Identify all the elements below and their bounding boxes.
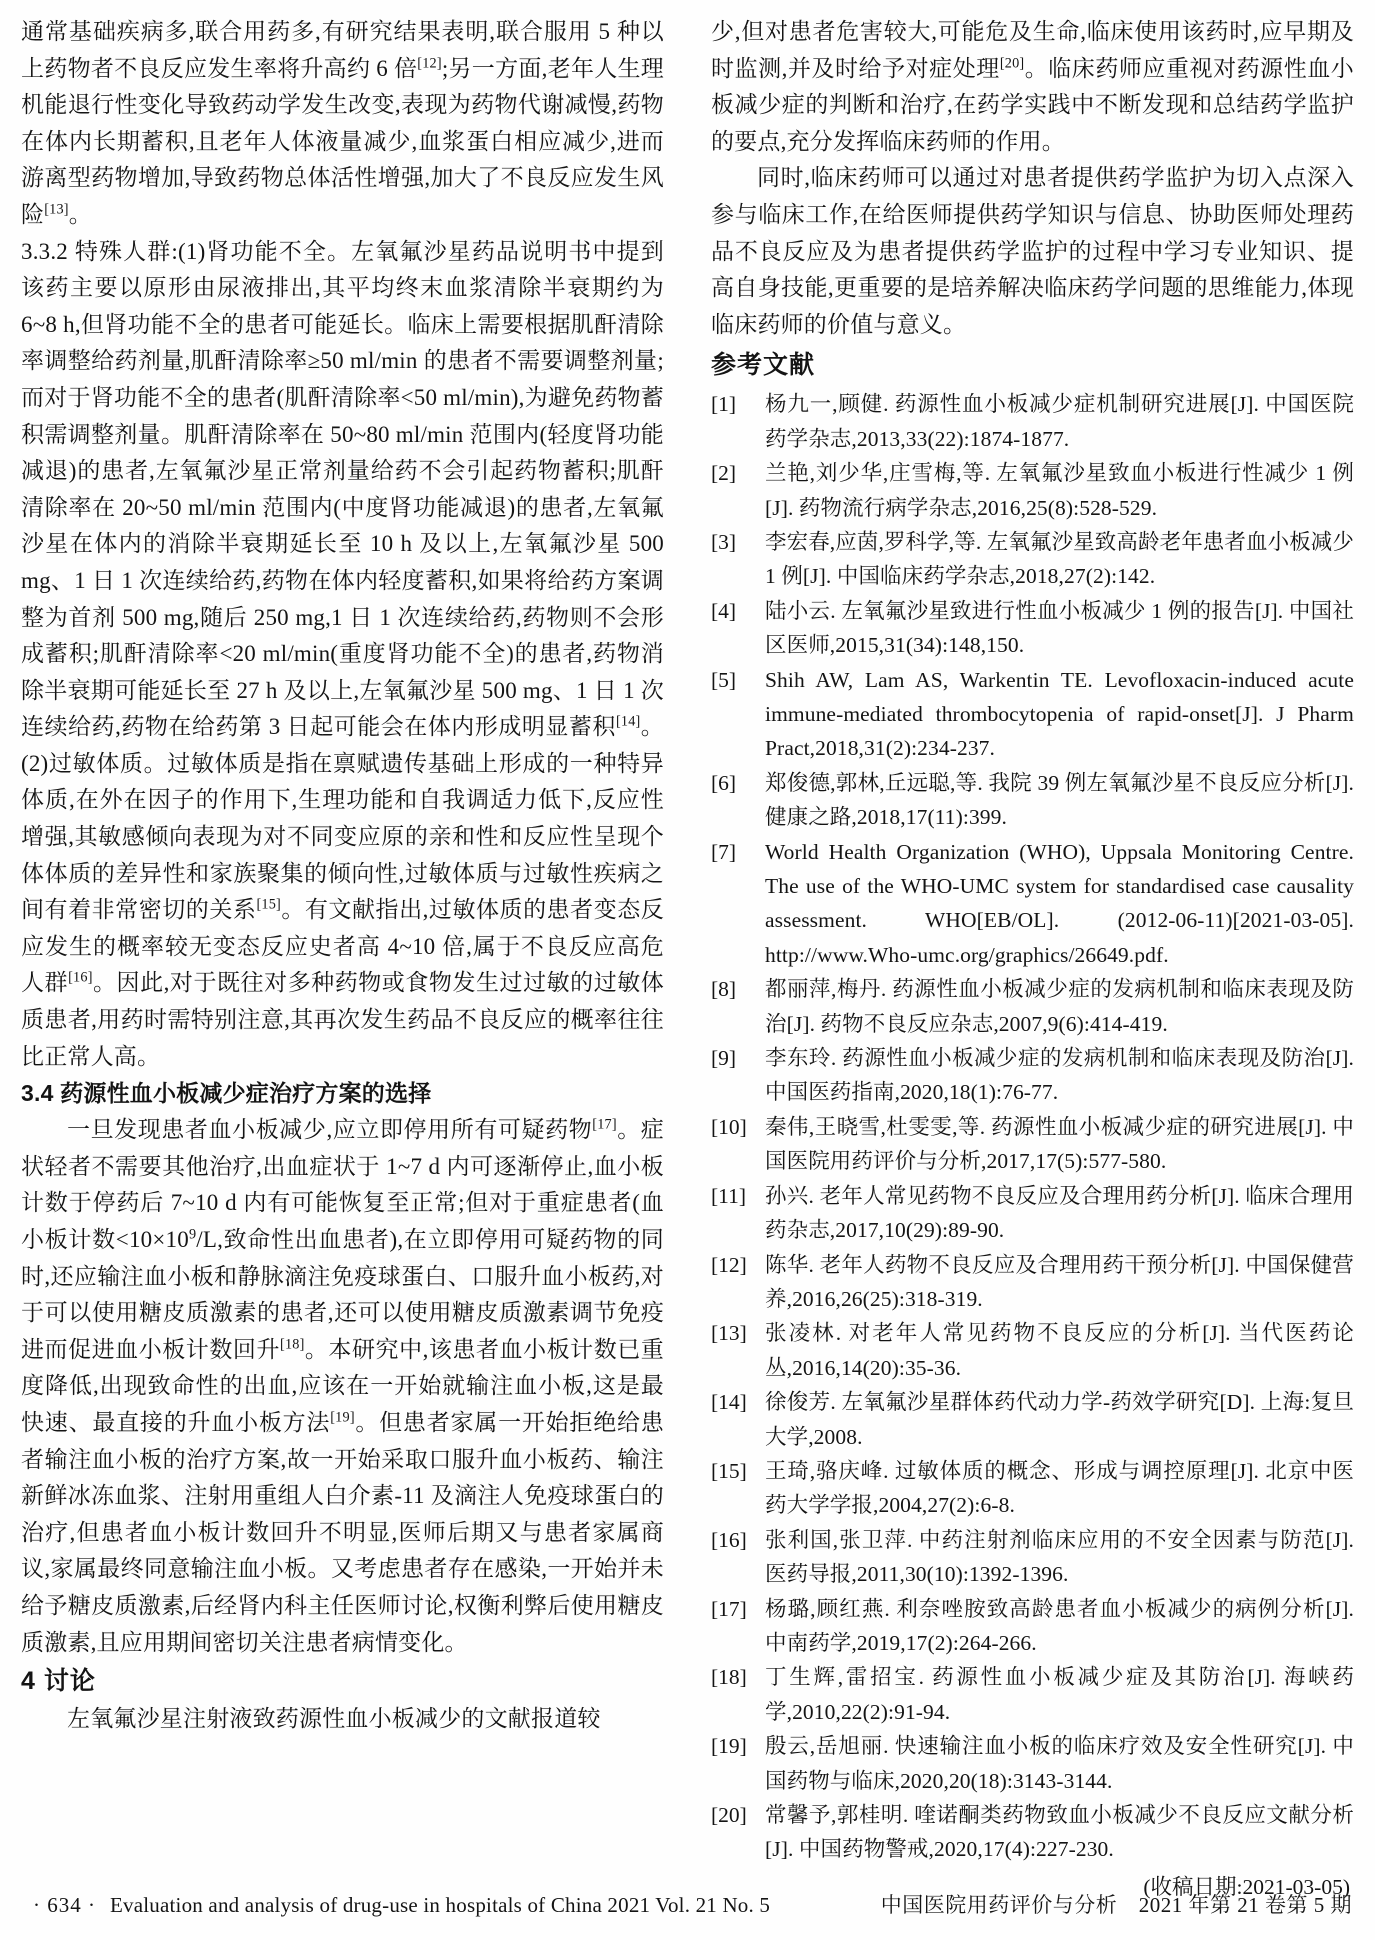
reference-text: World Health Organization (WHO), Uppsala Monitoring Centre. The use of the WHO-UMC system for standardised case causality assessment. WHO[EB/OL]. (2012-06-11)[2021-03-05]. http://www.Who-umc.org/graphics/26649.pdf. (765, 839, 1354, 967)
reference-text: 陈华. 老年人药物不良反应及合理用药干预分析[J]. 中国保健营养,2016,26(25):318-319. (765, 1252, 1354, 1311)
reference-text: 张利国,张卫萍. 中药注射剂临床应用的不安全因素与防范[J]. 医药导报,2011,30(10):1392-1396. (765, 1527, 1354, 1587)
section-4-heading: 4 讨论 (21, 1667, 96, 1696)
reference-number: [3] (711, 529, 737, 554)
section-3-3-2-paragraph: 3.3.2 特殊人群:(1)肾功能不全。左氧氟沙星药品说明书中提到该药主要以原形由尿液排出,其平均终末血浆清除半衰期约为 6~8 h,但肾功能不全的患者可能延长。临床上需要根据肌酐清除率调整给药剂量,肌酐清除率≥50 ml/min 的患者不需要调整剂量;而对于肾功能不全的患者(肌酐清除率<50 ml/min),为避免药物蓄积需调整剂量。肌酐清除率在 50~80 ml/min 范围内(轻度肾功能减退)的患者,左氧氟沙星正常剂量给药不会引起药物蓄积;肌酐清除率在 20~50 ml/min 范围内(中度肾功能减退)的患者,左氧氟沙星在体内的消除半衰期延长至 10 h 及以上,左氧氟沙星 500 mg、1 日 1 次连续给药,药物在体内轻度蓄积,如果将给药方案调整为首剂 500 mg,随后 250 mg,1 日 1 次连续给药,药物则不会形成蓄积;肌酐清除率<20 ml/min(重度肾功能不全)的患者,药物消除半衰期可能延长至 27 h 及以上,左氧氟沙星 500 mg、1 日 1 次连续给药,药物在给药第 3 日起可能会在体内形成明显蓄积[14]。(2)过敏体质。过敏体质是指在禀赋遗传基础上形成的一种特异体质,在外在因子的作用下,生理功能和自我调适力低下,反应性增强,其敏感倾向表现为对不同变应原的亲和性和反应性呈现个体体质的差异性和家族聚集的倾向性,过敏体质与过敏性疾病之间有着非常密切的关系[15]。有文献指出,过敏体质的患者变态反应发生的概率较无变态反应史者高 4~10 倍,属于不良反应高危人群[16]。因此,对于既往对多种药物或食物发生过过敏的过敏体质患者,用药时需特别注意,其再次发生药品不良反应的概率往往比正常人高。 (21, 238, 665, 1069)
journal-name-english: Evaluation and analysis of drug-use in hospitals of China 2021 Vol. 21 No. 5 (110, 1893, 771, 1917)
reference-item (711, 456, 1354, 525)
references-heading: 参考文献 (711, 351, 816, 380)
reference-item (711, 525, 1354, 594)
page-number: · 634 · (33, 1893, 96, 1917)
reference-item (711, 1385, 1354, 1454)
reference-number: [17] (711, 1596, 747, 1621)
section-4-paragraph: 左氧氟沙星注射液致药源性血小板减少的文献报道较 (67, 1706, 601, 1732)
reference-number: [1] (711, 392, 737, 417)
reference-text: 常馨予,郭桂明. 喹诺酮类药物致血小板减少不良反应文献分析[J]. 中国药物警戒,2020,17(4):227-230. (765, 1803, 1354, 1862)
reference-number: [2] (711, 461, 737, 486)
section-3-4-paragraph: 一旦发现患者血小板减少,应立即停用所有可疑药物[17]。症状轻者不需要其他治疗,出血症状于 1~7 d 内可逐渐停止,血小板计数于停药后 7~10 d 内有可能恢复至正常;但对于重症患者(血小板计数$<10\times 10^9/L$,致命性出血患者),在立即停用可疑药物的同时,还应输注血小板和静脉滴注免疫球蛋白、口服升血小板药,对于可以使用糖皮质激素的患者,还可以使用糖皮质激素调节免疫进而促进血小板计数回升[18]。本研究中,该患者血小板计数已重度降低,出现致命性的出血,应该在一开始就输注血小板,这是最快速、最直接的升血小板方法[19]。但患者家属一开始拒绝给患者输注血小板的治疗方案,故一开始采取口服升血小板药、输注新鲜冰冻血浆、注射用重组人白介素-11 及滴注人免疫球蛋白的治疗,但患者血小板计数回升不明显,医师后期又与患者家属商议,家属最终同意输注血小板。又考虑患者存在感染,一开始并未给予糖皮质激素,后经肾内科主任医师讨论,权衡利弊后使用糖皮质激素,且应用期间密切关注患者病情变化。 (21, 1116, 665, 1655)
reference-text: 殷云,岳旭丽. 快速输注血小板的临床疗效及安全性研究[J]. 中国药物与临床,2020,20(18):3143-3144. (765, 1734, 1354, 1793)
reference-number: [8] (711, 977, 737, 1002)
reference-text: 张凌林. 对老年人常见药物不良反应的分析[J]. 当代医药论丛,2016,14(20):35-36. (765, 1321, 1354, 1380)
journal-name-chinese: 中国医院用药评价与分析 2021 年第 21 卷第 5 期 (880, 1893, 1352, 1917)
reference-text: 秦伟,王晓雪,杜雯雯,等. 药源性血小板减少症的研究进展[J]. 中国医院用药评价与分析,2017,17(5):577-580. (765, 1114, 1354, 1174)
reference-text: 王琦,骆庆峰. 过敏体质的概念、形成与调控原理[J]. 北京中医药大学学报,2004,27(2):6-8. (765, 1458, 1354, 1518)
reference-number: [20] (711, 1803, 747, 1827)
paragraph-continued-from-previous-page: 通常基础疾病多,联合用药多,有研究结果表明,联合服用 5 种以上药物者不良反应发生率将升高约 6 倍[12];另一方面,老年人生理机能退行性变化导致药动学发生改变,表现为药物代谢减慢,药物在体内长期蓄积,且老年人体液量减少,血浆蛋白相应减少,进而游离型药物增加,导致药物总体活性增强,加大了不良反应发生风险[13]。 (21, 19, 664, 227)
reference-number: [11] (711, 1183, 747, 1208)
reference-text: 李宏春,应茵,罗科学,等. 左氧氟沙星致高龄老年患者血小板减少 1 例[J]. 中国临床药学杂志,2018,27(2):142. (765, 529, 1354, 589)
reference-number: [5] (711, 667, 737, 692)
reference-item (711, 1660, 1354, 1729)
reference-item (711, 1592, 1354, 1661)
reference-text: 陆小云. 左氧氟沙星致进行性血小板减少 1 例的报告[J]. 中国社区医师,2015,31(34):148,150. (765, 598, 1354, 658)
reference-item (711, 1110, 1354, 1179)
reference-text: 兰艳,刘少华,庄雪梅,等. 左氧氟沙星致血小板进行性减少 1 例[J]. 药物流行病学杂志,2016,25(8):528-529. (765, 461, 1354, 520)
section-3-4-heading: 3.4 药源性血小板减少症治疗方案的选择 (21, 1080, 432, 1107)
reference-number: [9] (711, 1046, 737, 1071)
reference-item (711, 1798, 1354, 1867)
reference-number: [14] (711, 1390, 747, 1415)
reference-item (711, 766, 1354, 835)
reference-number: [18] (711, 1665, 747, 1690)
reference-text: 丁生辉,雷招宝. 药源性血小板减少症及其防治[J]. 海峡药学,2010,22(2):91-94. (765, 1665, 1354, 1724)
reference-number: [6] (711, 770, 737, 795)
reference-number: [7] (711, 839, 737, 864)
reference-number: [12] (711, 1252, 747, 1277)
discussion-paragraph: 同时,临床药师可以通过对患者提供药学监护为切入点深入参与临床工作,在给医师提供药学知识与信息、协助医师处理药品不良反应及为患者提供药学监护的过程中学习专业知识、提高自身技能,更重要的是培养解决临床药学问题的思维能力,体现临床药师的价值与意义。 (711, 165, 1354, 337)
page-footer (33, 1892, 1352, 1918)
reference-text: Shih AW, Lam AS, Warkentin TE. Levofloxacin-induced acute immune-mediated thrombocytopenia of rapid-onset[J]. J Pharm Pract,2018,31(2):234-237. (765, 667, 1354, 761)
reference-text: 都丽萍,梅丹. 药源性血小板减少症的发病机制和临床表现及防治[J]. 药物不良反应杂志,2007,9(6):414-419. (765, 977, 1354, 1036)
reference-list (711, 387, 1354, 1866)
reference-number: [19] (711, 1734, 747, 1759)
received-date: (收稿日期:2021-03-05) (1143, 1874, 1350, 1899)
reference-number: [16] (711, 1527, 747, 1552)
reference-item (711, 1316, 1354, 1385)
reference-number: [4] (711, 598, 737, 623)
reference-item (711, 594, 1354, 663)
reference-text: 李东玲. 药源性血小板减少症的发病机制和临床表现及防治[J]. 中国医药指南,2020,18(1):76-77. (765, 1046, 1354, 1105)
reference-item (711, 835, 1354, 973)
reference-item (711, 663, 1354, 766)
reference-item (711, 1248, 1354, 1317)
reference-text: 杨璐,顾红燕. 利奈唑胺致高龄患者血小板减少的病例分析[J]. 中南药学,2019,17(2):264-266. (765, 1596, 1354, 1655)
reference-item (711, 387, 1354, 456)
reference-item (711, 972, 1354, 1041)
reference-number: [13] (711, 1321, 747, 1346)
reference-item (711, 1179, 1354, 1248)
reference-text: 孙兴. 老年人常见药物不良反应及合理用药分析[J]. 临床合理用药杂志,2017,10(29):89-90. (765, 1183, 1354, 1243)
two-column-layout (21, 14, 1354, 1907)
left-column (21, 14, 664, 1907)
reference-item (711, 1729, 1354, 1798)
paragraph-continued-from-left-column: 少,但对患者危害较大,可能危及生命,临床使用该药时,应早期及时监测,并及时给予对症处理[20]。临床药师应重视对药源性血小板减少症的判断和治疗,在药学实践中不断发现和总结药学监护的要点,充分发挥临床药师的作用。 (711, 19, 1354, 154)
reference-text: 杨九一,顾健. 药源性血小板减少症机制研究进展[J]. 中国医院药学杂志,2013,33(22):1874-1877. (765, 392, 1354, 451)
reference-text: 郑俊德,郭林,丘远聪,等. 我院 39 例左氧氟沙星不良反应分析[J]. 健康之路,2018,17(11):399. (765, 770, 1354, 830)
right-column (711, 14, 1354, 1907)
reference-item (711, 1523, 1354, 1592)
reference-item (711, 1041, 1354, 1110)
reference-number: [15] (711, 1458, 747, 1483)
reference-text: 徐俊芳. 左氧氟沙星群体药代动力学-药效学研究[D]. 上海:复旦大学,2008. (765, 1390, 1354, 1449)
reference-item (711, 1454, 1354, 1523)
footer-left (33, 1892, 770, 1918)
reference-number: [10] (711, 1114, 747, 1139)
